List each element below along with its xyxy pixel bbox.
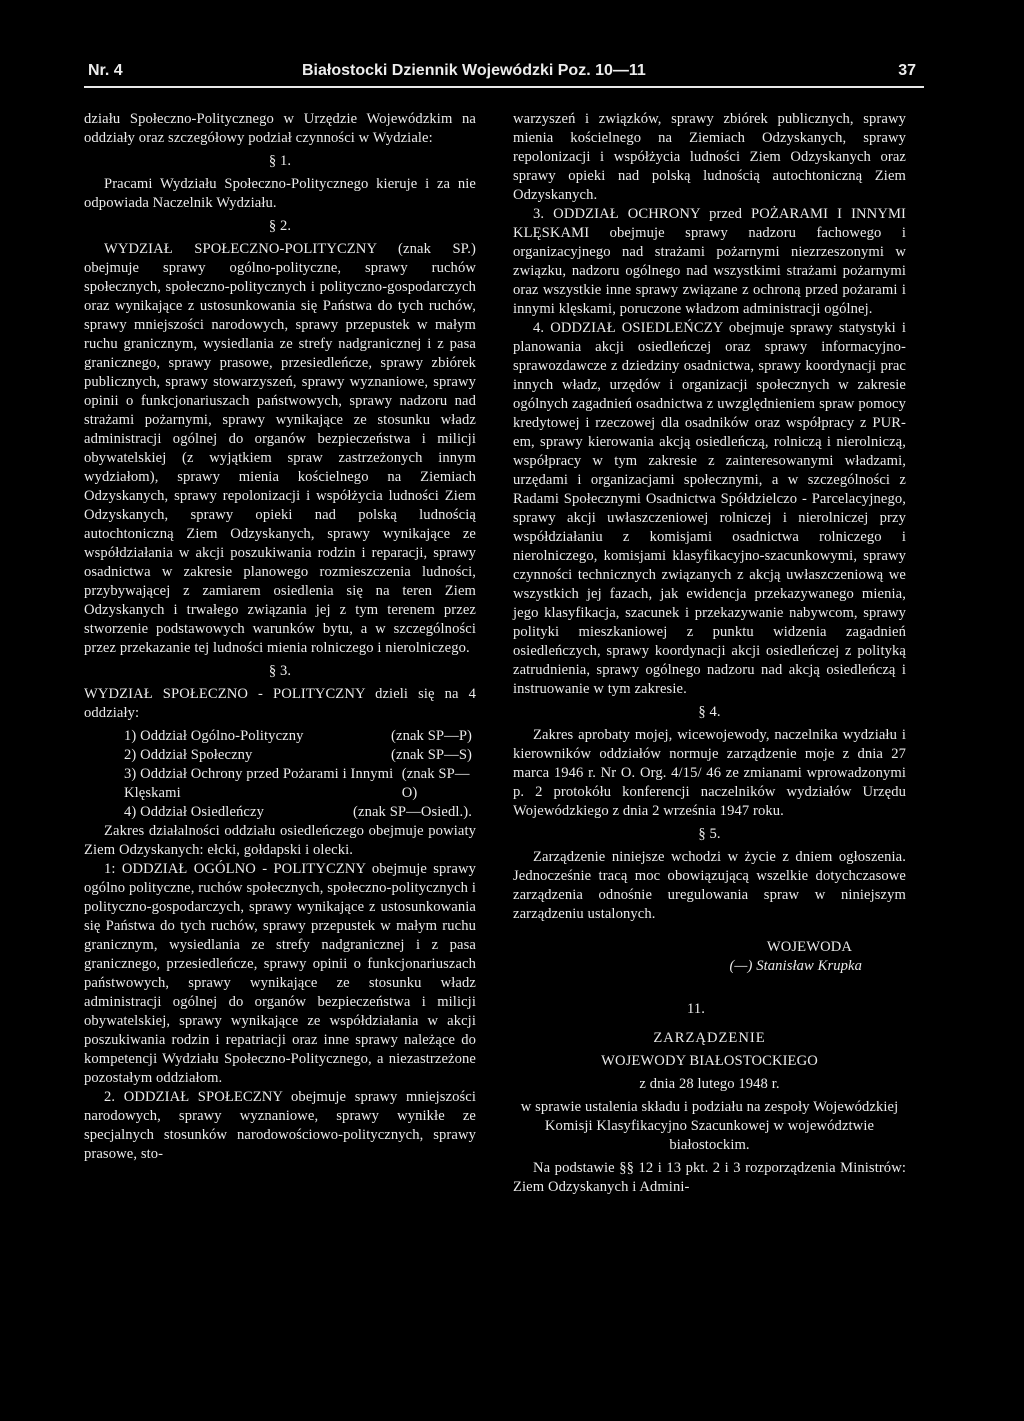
paragraph: Zakres aprobaty mojej, wicewojewody, naczelnika wydziału i kierowników oddziałów normuje zarządzenie moje z dnia 27 marca 1946 r. Nr O. Org. 4/15/ 46 ze zmianami wprowadzonymi p. 2 protokółu konferencji naczelników wydziałów Urzędu Wojewódzkiego z dnia 2 września 1947 roku. bbox=[513, 727, 906, 819]
signature-name: (—) Stanisław Krupka bbox=[729, 958, 862, 974]
paragraph: działu Społeczno-Politycznego w Urzędzie Wojewódzkim na oddziały oraz szczegółowy podział czynności w Wydziale: bbox=[84, 111, 476, 146]
section-mark: § 4. bbox=[698, 704, 721, 720]
department-list bbox=[124, 727, 476, 822]
list-item bbox=[124, 803, 476, 822]
list-item-code: (znak SP—P) bbox=[391, 728, 472, 744]
running-header bbox=[84, 60, 924, 88]
act-subject: w sprawie ustalenia składu i podziału na zespoły Wojewódzkiej Komisji Klasyfikacyjno Szacunkowej w województwie białostockim. bbox=[520, 1099, 899, 1153]
right-column bbox=[513, 110, 906, 1197]
list-item bbox=[124, 746, 476, 765]
list-item-name: 4) Oddział Osiedleńczy bbox=[124, 804, 264, 820]
paragraph: 3. ODDZIAŁ OCHRONY przed POŻARAMI I INNYMI KLĘSKAMI obejmuje sprawy nadzoru fachowego i organizacyjnego nad strażami pożarnymi niezrzeszonymi w związku, nadzoru ogólnego nad wszystkimi strażami pożarnymi oraz wszystkie inne sprawy związane z ochroną przed pożarami i innymi klęskami, poruczone władzom administracji ogólnej. bbox=[513, 206, 906, 317]
act-date: z dnia 28 lutego 1948 r. bbox=[639, 1076, 780, 1092]
act-number: 11. bbox=[687, 1001, 706, 1017]
list-item-name: 3) Oddział Ochrony przed Pożarami i Innymi Klęskami bbox=[124, 766, 394, 801]
signature-title: WOJEWODA bbox=[766, 939, 852, 955]
issue-number: Nr. 4 bbox=[88, 62, 123, 79]
paragraph: 1: ODDZIAŁ OGÓLNO - POLITYCZNY obejmuje sprawy ogólno polityczne, ruchów społecznych, społeczno-politycznych i polityczno-gospodarczych, sprawy wynikające z ustosunkowania się Państwa do tych ruchów, sprawy przepustek w małym ruchu granicznym, wysiedlania ze strefy nadgranicznej i z pasa granicznego, przesiedleńcze, sprawy opinii o funkcjonariuszach państwowych, sprawy wynikające ze stosunku władz administracji ogólnej do organów bezpieczeństwa i milicji obywatelskiej, sprawy wynikające ze współdziałania w akcji poszukiwania rodzin i repatriacji oraz inne sprawy należące do kompetencji Wydziału Społeczno-Politycznego, a niezastrzeżone pozostałym oddziałom. bbox=[84, 861, 476, 1086]
paragraph: WYDZIAŁ SPOŁECZNO - POLITYCZNY dzieli się na 4 oddziały: bbox=[84, 686, 476, 721]
page-number: 37 bbox=[898, 62, 916, 79]
section-mark: § 2. bbox=[268, 218, 292, 234]
list-item-code: (znak SP—S) bbox=[391, 747, 472, 763]
paragraph: Pracami Wydziału Społeczno-Politycznego kieruje i za nie odpowiada Naczelnik Wydziału. bbox=[84, 176, 476, 211]
journal-title: Białostocki Dziennik Wojewódzki Poz. 10—11 bbox=[302, 62, 646, 79]
list-item-name: 1) Oddział Ogólno-Polityczny bbox=[124, 728, 304, 744]
list-item-name: 2) Oddział Społeczny bbox=[124, 747, 253, 763]
paragraph: WYDZIAŁ SPOŁECZNO-POLITYCZNY (znak SP.) obejmuje sprawy ogólno-polityczne, sprawy ruchów społecznych, społeczno-politycznych i polityczno-gospodarczych oraz wynikające z ustosunkowania się Państwa do tych ruchów, sprawy mniejszości narodowych, sprawy przepustek w małym ruchu granicznym, wysiedlania ze strefy nadgranicznej i z pasa granicznego, sprawy prasowe, przesiedleńcze, sprawy zbiórek publicznych, sprawy stowarzyszeń, sprawy wyznaniowe, sprawy opinii o funkcjonariuszach państwowych, sprawy nadzoru nad strażami pożarnymi, sprawy wynikające ze stosunku władz administracji ogólnej do organów bezpieczeństwa i milicji obywatelskiej (z wyjątkiem spraw zastrzeżonych innym wydziałom), sprawy mienia kościelnego na Ziemiach Odzyskanych, sprawy repolonizacji i współżycia ludności Ziem Odzyskanych, sprawy opieki nad polską ludnością autochtoniczną Ziem Odzyskanych, sprawy wynikające ze współdziałania w akcji poszukiwania rodzin i reparacji, sprawy osadnictwa w zakresie planowego rozmieszczenia ludności, przybywającej z zamiarem osiedlenia się na teren Ziem Odzyskanych i trwałego związania jej z tym terenem przez stworzenie podstawowych warunków bytu, a w szczególności przez przekazanie tej ludności mienia rolniczego i nierolniczego. bbox=[84, 241, 476, 656]
paragraph: Zakres działalności oddziału osiedleńczego obejmuje powiaty Ziem Odzyskanych: ełcki, gołdapski i olecki. bbox=[84, 823, 476, 858]
list-item-code: (znak SP—O) bbox=[401, 766, 470, 801]
paragraph: warzyszeń i związków, sprawy zbiórek publicznych, sprawy mienia kościelnego na Ziemiach Odzyskanych, sprawy repolonizacji i współżycia ludności Ziem Odzyskanych oraz sprawy opieki nad polską ludnością autochtoniczną Ziem Odzyskanych. bbox=[513, 111, 906, 203]
list-item bbox=[124, 765, 476, 803]
paragraph: Zarządzenie niniejsze wchodzi w życie z dniem ogłoszenia. Jednocześnie tracą moc obowiązującą wszelkie dotychczasowe zarządzenia odnośnie uregulowania spraw w niniejszym zarządzeniu ustalonych. bbox=[513, 849, 906, 922]
list-item-code: (znak SP—Osiedl.). bbox=[353, 804, 472, 820]
list-item bbox=[124, 727, 476, 746]
paragraph: 2. ODDZIAŁ SPOŁECZNY obejmuje sprawy mniejszości narodowych, sprawy wyznaniowe, sprawy wynikłe ze specjalnych stosunków narodowościowo-politycznych, sprawy prasowe, sto- bbox=[84, 1089, 476, 1162]
act-title: ZARZĄDZENIE bbox=[653, 1030, 766, 1046]
section-mark: § 5. bbox=[698, 826, 721, 842]
section-mark: § 3. bbox=[268, 663, 292, 679]
section-mark: § 1. bbox=[268, 153, 292, 169]
left-column bbox=[84, 110, 476, 1164]
paragraph: Na podstawie §§ 12 i 13 pkt. 2 i 3 rozporządzenia Ministrów: Ziem Odzyskanych i Admini- bbox=[513, 1160, 906, 1195]
paragraph: 4. ODDZIAŁ OSIEDLEŃCZY obejmuje sprawy statystyki i planowania akcji osiedleńczej oraz sprawy informacyjno-sprawozdawcze z dziedziny osadnictwa, sprawy koordynacji prac innych władz, urzędów i organizacji społecznych w zakresie ogólnych zagadnień osadnictwa z uwzględnieniem spraw pomocy kredytowej i rzeczowej dla osadników oraz współpracy z PUR-em, sprawy kierowania akcją osiedleńczą, rolniczą i nierolniczą, współpracy w tym zakresie z zainteresowanymi władzami, urzędami i organizacjami społecznymi, a w szczególności z Radami Społecznymi Osadnictwa Spółdzielczo - Parcelacyjnego, sprawy akcji uwłaszczeniowej rolniczej i nierolniczej przy współdziałaniu z komisjami osadnictwa rolniczego i nierolniczego, komisjami klasyfikacyjno-szacunkowymi, sprawy czynności technicznych związanych z akcją uwłaszczeniową we wszystkich jej fazach, jak ewidencja przekazywanego mienia, jego klasyfikacja, szacunek i przekazywanie nabywcom, sprawy polityki mieszkaniowej z punktu widzenia zagadnień osiedleńczych, sprawy koordynacji akcji osiedleńczej z polityką zatrudnienia, sprawy ogólnego nadzoru nad akcją osiedleńczą i instruowanie w tym zakresie. bbox=[513, 320, 906, 697]
act-issuer: WOJEWODY BIAŁOSTOCKIEGO bbox=[601, 1053, 818, 1069]
